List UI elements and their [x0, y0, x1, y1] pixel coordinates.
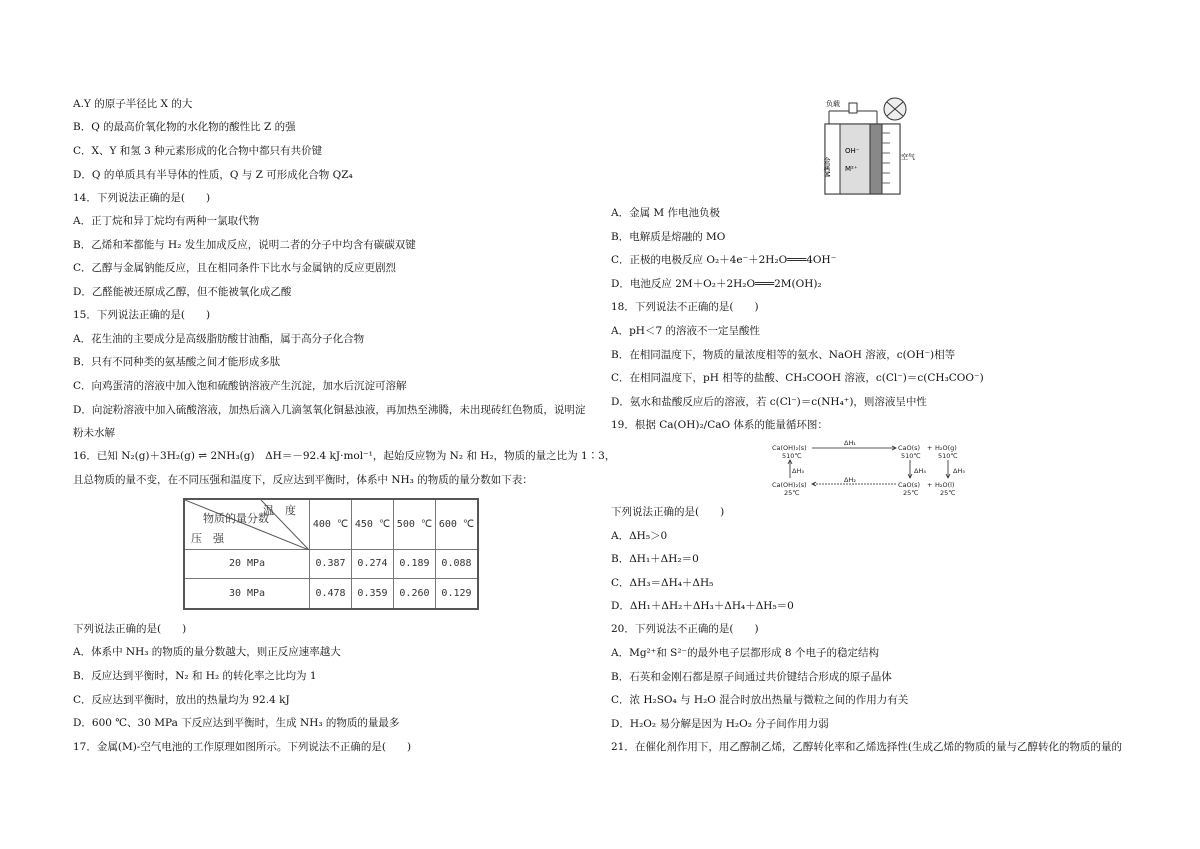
value-cell: 0.359: [351, 578, 393, 609]
corner-fraction-label: 物质的量分数: [203, 512, 269, 525]
q13-option-c: C．X、Y 和氢 3 种元素形成的化合物中都只有共价键: [73, 145, 323, 157]
cycle-h2: ΔH₂: [844, 476, 856, 484]
table-row: [184, 578, 478, 609]
oh-ion-label: OH⁻: [845, 147, 860, 155]
corner-pressure-label: 压 强: [191, 532, 224, 545]
cycle-bottom-mid: CaO(s): [898, 481, 921, 489]
q13-option-d: D．Q 的单质具有半导体的性质，Q 与 Z 可形成化合物 QZ₄: [73, 169, 353, 181]
value-cell: 0.088: [435, 549, 478, 578]
q15-option-d-cont: 粉未水解: [73, 427, 115, 439]
value-cell: 0.189: [393, 549, 435, 578]
q19-option-d: D．ΔH₁＋ΔH₂＋ΔH₃＋ΔH₄＋ΔH₅＝0: [611, 600, 794, 612]
cycle-top-right-temp: 510℃: [938, 452, 958, 460]
value-cell: 0.274: [351, 549, 393, 578]
q16-option-a: A．体系中 NH₃ 的物质的量分数越大，则正反应速率越大: [73, 646, 341, 658]
corner-temp-label: 温 度: [263, 504, 296, 517]
q14-option-c: C．乙醇与金属钠能反应，且在相同条件下比水与金属钠的反应更剧烈: [73, 262, 397, 274]
q17-option-b: B．电解质是熔融的 MO: [611, 231, 726, 243]
q13-option-b: B．Q 的最高价氧化物的水化物的酸性比 Z 的强: [73, 121, 296, 133]
nh3-fraction-table: [183, 498, 479, 610]
table-corner-header: [184, 499, 310, 549]
cycle-h3: ΔH₃: [792, 467, 804, 475]
value-cell: 0.260: [393, 578, 435, 609]
q14-option-d: D．乙醛能被还原成乙醇，但不能被氧化成乙酸: [73, 286, 292, 298]
cycle-top-mid-temp: 510℃: [901, 452, 921, 460]
metal-air-battery-figure: [815, 95, 915, 197]
q16-prompt: 下列说法正确的是( ): [73, 623, 187, 635]
pressure-cell: 30 MPa: [184, 578, 310, 609]
q20-stem: 20．下列说法不正确的是( ): [611, 623, 759, 635]
cycle-top-left-temp: 510℃: [782, 452, 802, 460]
m-ion-label: M²⁺: [845, 165, 858, 173]
q19-option-b: B．ΔH₁＋ΔH₂＝0: [611, 553, 699, 565]
temp-header: 400 ℃: [310, 499, 352, 549]
q15-stem: 15．下列说法正确的是( ): [73, 309, 211, 321]
q15-option-c: C．向鸡蛋清的溶液中加入饱和硫酸钠溶液产生沉淀，加水后沉淀可溶解: [73, 380, 407, 392]
q17-option-c: C．正极的电极反应 O₂＋4e⁻＋2H₂O═══4OH⁻: [611, 254, 837, 266]
q18-option-b: B．在相同温度下，物质的量浓度相等的氨水、NaOH 溶液，c(OH⁻)相等: [611, 349, 956, 361]
q18-stem: 18．下列说法不正确的是( ): [611, 301, 759, 313]
q18-option-c: C．在相同温度下，pH 相等的盐酸、CH₃COOH 溶液，c(Cl⁻)＝c(CH₃COO⁻): [611, 372, 984, 384]
cycle-h4: ΔH₄: [914, 467, 926, 475]
q21-stem: 21．在催化剂作用下，用乙醇制乙烯，乙醇转化率和乙烯选择性(生成乙烯的物质的量与乙醇转化的物质的量的: [611, 741, 1122, 753]
load-label: 负载: [826, 100, 840, 108]
q15-option-d: D．向淀粉溶液中加入硫酸溶液，加热后滴入几滴氢氧化铜悬浊液，再加热至沸腾，未出现砖红色物质，说明淀: [73, 404, 586, 416]
q14-stem: 14．下列说法正确的是( ): [73, 192, 211, 204]
cycle-top-right: H₂O(g): [935, 444, 957, 452]
q14-option-b: B．乙烯和苯都能与 H₂ 发生加成反应，说明二者的分子中均含有碳碳双键: [73, 239, 416, 251]
q20-option-b: B．石英和金刚石都是原子间通过共价键结合形成的原子晶体: [611, 671, 892, 683]
value-cell: 0.387: [310, 549, 352, 578]
cycle-plus-bottom: +: [927, 481, 933, 489]
q18-option-a: A．pH＜7 的溶液不一定呈酸性: [611, 325, 760, 337]
cycle-bottom-right: H₂O(l): [935, 481, 955, 489]
temp-header: 600 ℃: [435, 499, 478, 549]
q16-option-d: D．600 ℃、30 MPa 下反应达到平衡时，生成 NH₃ 的物质的量最多: [73, 717, 400, 729]
cycle-bottom-left: Ca(OH)₂(s): [772, 481, 807, 489]
cycle-top-mid: CaO(s): [898, 444, 921, 452]
cycle-h5: ΔH₅: [953, 467, 965, 475]
q16-option-c: C．反应达到平衡时，放出的热量均为 92.4 kJ: [73, 694, 290, 706]
value-cell: 0.478: [310, 578, 352, 609]
metal-label: 金属M: [823, 157, 831, 178]
q17-option-d: D．电池反应 2M＋O₂＋2H₂O═══2M(OH)₂: [611, 278, 822, 290]
q15-option-b: B．只有不同种类的氨基酸之间才能形成多肽: [73, 356, 281, 368]
q20-option-a: A．Mg²⁺和 S²⁻的最外电子层都形成 8 个电子的稳定结构: [611, 647, 879, 659]
energy-cycle-figure: [770, 438, 1000, 500]
cycle-bottom-mid-temp: 25℃: [903, 489, 919, 497]
table-row: [184, 549, 478, 578]
temp-header: 450 ℃: [351, 499, 393, 549]
cycle-top-left: Ca(OH)₂(s): [772, 444, 807, 452]
cycle-h1: ΔH₁: [844, 439, 856, 447]
q19-prompt: 下列说法正确的是( ): [611, 506, 725, 518]
q19-option-c: C．ΔH₃＝ΔH₄＋ΔH₅: [611, 577, 714, 589]
value-cell: 0.129: [435, 578, 478, 609]
q18-option-d: D．氨水和盐酸反应后的溶液，若 c(Cl⁻)＝c(NH₄⁺)，则溶液呈中性: [611, 396, 927, 408]
cycle-bottom-left-temp: 25℃: [784, 489, 800, 497]
q20-option-d: D．H₂O₂ 易分解是因为 H₂O₂ 分子间作用力弱: [611, 718, 829, 730]
pressure-cell: 20 MPa: [184, 549, 310, 578]
cycle-bottom-right-temp: 25℃: [940, 489, 956, 497]
q16-stem-cont: 且总物质的量不变，在不同压强和温度下，反应达到平衡时，体系中 NH₃ 的物质的量分数如下表：: [73, 474, 533, 486]
q19-option-a: A．ΔH₅＞0: [611, 530, 668, 542]
q13-option-a: A.Y 的原子半径比 X 的大: [73, 98, 193, 110]
q17-stem: 17．金属(M)-空气电池的工作原理如图所示。下列说法不正确的是( ): [73, 741, 412, 753]
air-label: 空气: [901, 153, 915, 161]
q17-option-a: A．金属 M 作电池负极: [611, 207, 721, 219]
q20-option-c: C．浓 H₂SO₄ 与 H₂O 混合时放出热量与微粒之间的作用力有关: [611, 694, 909, 706]
q16-option-b: B．反应达到平衡时，N₂ 和 H₂ 的转化率之比均为 1: [73, 670, 317, 682]
cycle-plus-top: +: [927, 444, 933, 452]
q14-option-a: A．正丁烷和异丁烷均有两种一氯取代物: [73, 215, 260, 227]
temp-header: 500 ℃: [393, 499, 435, 549]
q15-option-a: A．花生油的主要成分是高级脂肪酸甘油酯，属于高分子化合物: [73, 333, 365, 345]
q19-stem: 19．根据 Ca(OH)₂/CaO 体系的能量循环图：: [611, 419, 828, 431]
q16-stem: 16．已知 N₂(g)＋3H₂(g) ⇌ 2NH₃(g) ΔH＝－92.4 kJ·mol⁻¹，起始反应物为 N₂ 和 H₂，物质的量之比为 1∶3，: [73, 450, 616, 462]
